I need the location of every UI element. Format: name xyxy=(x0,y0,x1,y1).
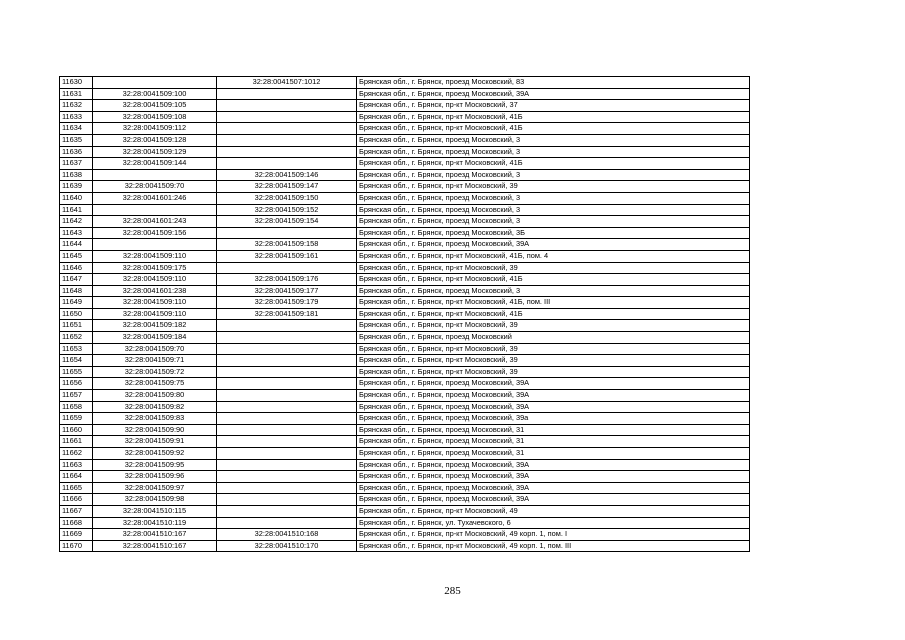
related-cadastral-number-cell xyxy=(217,436,357,448)
row-number-cell: 11653 xyxy=(60,343,93,355)
cadastral-number-cell: 32:28:0041509:82 xyxy=(93,401,217,413)
table-row xyxy=(60,227,750,239)
related-cadastral-number-cell: 32:28:0041509:181 xyxy=(217,308,357,320)
cadastral-number-cell: 32:28:0041509:108 xyxy=(93,111,217,123)
address-cell: Брянская обл., г. Брянск, пр-кт Московский, 41Б xyxy=(357,123,750,135)
row-number-cell: 11645 xyxy=(60,250,93,262)
address-cell: Брянская обл., г. Брянск, пр-кт Московский, 41Б, пом. III xyxy=(357,297,750,309)
related-cadastral-number-cell xyxy=(217,343,357,355)
address-cell: Брянская обл., г. Брянск, проезд Московский, 3 xyxy=(357,192,750,204)
related-cadastral-number-cell xyxy=(217,146,357,158)
row-number-cell: 11648 xyxy=(60,285,93,297)
row-number-cell: 11647 xyxy=(60,274,93,286)
address-cell: Брянская обл., г. Брянск, проезд Московский, 3 xyxy=(357,146,750,158)
cadastral-number-cell: 32:28:0041509:100 xyxy=(93,88,217,100)
address-cell: Брянская обл., г. Брянск, проезд Московский, 39А xyxy=(357,378,750,390)
cadastral-number-cell: 32:28:0041509:110 xyxy=(93,274,217,286)
row-number-cell: 11660 xyxy=(60,424,93,436)
cadastral-number-cell: 32:28:0041509:91 xyxy=(93,436,217,448)
cadastral-number-cell: 32:28:0041509:72 xyxy=(93,366,217,378)
row-number-cell: 11636 xyxy=(60,146,93,158)
address-cell: Брянская обл., г. Брянск, проезд Московский, 3 xyxy=(357,216,750,228)
row-number-cell: 11659 xyxy=(60,413,93,425)
table-row xyxy=(60,88,750,100)
address-cell: Брянская обл., г. Брянск, пр-кт Московский, 39 xyxy=(357,320,750,332)
related-cadastral-number-cell: 32:28:0041509:152 xyxy=(217,204,357,216)
address-cell: Брянская обл., г. Брянск, проезд Московский xyxy=(357,332,750,344)
cadastral-number-cell: 32:28:0041509:96 xyxy=(93,471,217,483)
cadastral-number-cell: 32:28:0041509:105 xyxy=(93,100,217,112)
address-cell: Брянская обл., г. Брянск, проезд Московский, 3 xyxy=(357,204,750,216)
address-cell: Брянская обл., г. Брянск, ул. Тухачевского, 6 xyxy=(357,517,750,529)
cadastral-number-cell: 32:28:0041509:70 xyxy=(93,343,217,355)
table-row xyxy=(60,250,750,262)
row-number-cell: 11639 xyxy=(60,181,93,193)
row-number-cell: 11638 xyxy=(60,169,93,181)
cadastral-number-cell: 32:28:0041601:246 xyxy=(93,192,217,204)
address-cell: Брянская обл., г. Брянск, пр-кт Московский, 49 xyxy=(357,505,750,517)
related-cadastral-number-cell xyxy=(217,482,357,494)
address-cell: Брянская обл., г. Брянск, пр-кт Московский, 37 xyxy=(357,100,750,112)
cadastral-number-cell: 32:28:0041509:83 xyxy=(93,413,217,425)
row-number-cell: 11658 xyxy=(60,401,93,413)
related-cadastral-number-cell xyxy=(217,262,357,274)
address-cell: Брянская обл., г. Брянск, проезд Московский, 39А xyxy=(357,482,750,494)
row-number-cell: 11642 xyxy=(60,216,93,228)
cadastral-number-cell: 32:28:0041509:156 xyxy=(93,227,217,239)
related-cadastral-number-cell xyxy=(217,390,357,402)
related-cadastral-number-cell: 32:28:0041509:146 xyxy=(217,169,357,181)
cadastral-number-cell: 32:28:0041510:115 xyxy=(93,505,217,517)
table-row xyxy=(60,308,750,320)
cadastral-number-cell: 32:28:0041509:75 xyxy=(93,378,217,390)
cadastral-number-cell: 32:28:0041509:90 xyxy=(93,424,217,436)
cadastral-number-cell xyxy=(93,204,217,216)
table-row xyxy=(60,424,750,436)
related-cadastral-number-cell xyxy=(217,424,357,436)
table-row xyxy=(60,216,750,228)
row-number-cell: 11631 xyxy=(60,88,93,100)
row-number-cell: 11657 xyxy=(60,390,93,402)
table-row xyxy=(60,494,750,506)
row-number-cell: 11650 xyxy=(60,308,93,320)
row-number-cell: 11646 xyxy=(60,262,93,274)
related-cadastral-number-cell xyxy=(217,332,357,344)
cadastral-number-cell: 32:28:0041509:110 xyxy=(93,297,217,309)
table-row xyxy=(60,285,750,297)
table-row xyxy=(60,158,750,170)
address-cell: Брянская обл., г. Брянск, проезд Московский, 39а xyxy=(357,413,750,425)
row-number-cell: 11637 xyxy=(60,158,93,170)
row-number-cell: 11665 xyxy=(60,482,93,494)
related-cadastral-number-cell xyxy=(217,471,357,483)
table-row xyxy=(60,274,750,286)
table-row xyxy=(60,332,750,344)
related-cadastral-number-cell xyxy=(217,123,357,135)
page-number: 285 xyxy=(444,585,461,597)
table-row xyxy=(60,343,750,355)
table-row xyxy=(60,366,750,378)
address-cell: Брянская обл., г. Брянск, проезд Московский, 39А xyxy=(357,401,750,413)
table-row xyxy=(60,192,750,204)
related-cadastral-number-cell xyxy=(217,459,357,471)
cadastral-number-cell xyxy=(93,169,217,181)
row-number-cell: 11640 xyxy=(60,192,93,204)
address-cell: Брянская обл., г. Брянск, пр-кт Московский, 41Б xyxy=(357,158,750,170)
cadastral-number-cell: 32:28:0041510:119 xyxy=(93,517,217,529)
address-cell: Брянская обл., г. Брянск, пр-кт Московский, 39 xyxy=(357,181,750,193)
address-cell: Брянская обл., г. Брянск, проезд Московский, 31 xyxy=(357,424,750,436)
address-cell: Брянская обл., г. Брянск, пр-кт Московский, 41Б xyxy=(357,274,750,286)
address-cell: Брянская обл., г. Брянск, проезд Московский, 31 xyxy=(357,436,750,448)
row-number-cell: 11649 xyxy=(60,297,93,309)
address-cell: Брянская обл., г. Брянск, проезд Московский, 39А xyxy=(357,471,750,483)
address-cell: Брянская обл., г. Брянск, пр-кт Московский, 49 корп. 1, пом. I xyxy=(357,529,750,541)
related-cadastral-number-cell xyxy=(217,366,357,378)
table-row xyxy=(60,401,750,413)
table-row xyxy=(60,134,750,146)
related-cadastral-number-cell xyxy=(217,494,357,506)
address-cell: Брянская обл., г. Брянск, проезд Московский, 3 xyxy=(357,169,750,181)
row-number-cell: 11633 xyxy=(60,111,93,123)
address-cell: Брянская обл., г. Брянск, проезд Московский, 31 xyxy=(357,448,750,460)
table-row xyxy=(60,320,750,332)
address-cell: Брянская обл., г. Брянск, пр-кт Московский, 39 xyxy=(357,343,750,355)
cadastral-number-cell: 32:28:0041509:128 xyxy=(93,134,217,146)
related-cadastral-number-cell: 32:28:0041509:179 xyxy=(217,297,357,309)
row-number-cell: 11652 xyxy=(60,332,93,344)
table-row xyxy=(60,77,750,89)
row-number-cell: 11661 xyxy=(60,436,93,448)
table-row xyxy=(60,204,750,216)
table-row xyxy=(60,181,750,193)
table-row xyxy=(60,100,750,112)
cadastral-number-cell: 32:28:0041601:243 xyxy=(93,216,217,228)
related-cadastral-number-cell xyxy=(217,378,357,390)
table-row xyxy=(60,471,750,483)
table-row xyxy=(60,239,750,251)
related-cadastral-number-cell xyxy=(217,355,357,367)
cadastral-number-cell: 32:28:0041509:80 xyxy=(93,390,217,402)
related-cadastral-number-cell: 32:28:0041510:170 xyxy=(217,540,357,552)
row-number-cell: 11662 xyxy=(60,448,93,460)
address-cell: Брянская обл., г. Брянск, пр-кт Московский, 41Б xyxy=(357,111,750,123)
related-cadastral-number-cell xyxy=(217,413,357,425)
table-row xyxy=(60,529,750,541)
related-cadastral-number-cell: 32:28:0041509:158 xyxy=(217,239,357,251)
row-number-cell: 11669 xyxy=(60,529,93,541)
address-cell: Брянская обл., г. Брянск, пр-кт Московский, 39 xyxy=(357,355,750,367)
cadastral-number-cell: 32:28:0041509:175 xyxy=(93,262,217,274)
address-cell: Брянская обл., г. Брянск, проезд Московский, 3 xyxy=(357,285,750,297)
cadastral-number-cell: 32:28:0041509:70 xyxy=(93,181,217,193)
cadastral-number-cell: 32:28:0041601:238 xyxy=(93,285,217,297)
row-number-cell: 11656 xyxy=(60,378,93,390)
related-cadastral-number-cell: 32:28:0041509:177 xyxy=(217,285,357,297)
related-cadastral-number-cell xyxy=(217,134,357,146)
row-number-cell: 11641 xyxy=(60,204,93,216)
table-row xyxy=(60,123,750,135)
row-number-cell: 11654 xyxy=(60,355,93,367)
table-row xyxy=(60,436,750,448)
table-row xyxy=(60,413,750,425)
row-number-cell: 11634 xyxy=(60,123,93,135)
address-cell: Брянская обл., г. Брянск, пр-кт Московский, 41Б xyxy=(357,308,750,320)
address-cell: Брянская обл., г. Брянск, пр-кт Московский, 39 xyxy=(357,262,750,274)
row-number-cell: 11643 xyxy=(60,227,93,239)
related-cadastral-number-cell: 32:28:0041509:161 xyxy=(217,250,357,262)
address-cell: Брянская обл., г. Брянск, пр-кт Московский, 49 корп. 1, пом. III xyxy=(357,540,750,552)
registry-table-body xyxy=(60,77,750,552)
address-cell: Брянская обл., г. Брянск, проезд Московский, 39А xyxy=(357,390,750,402)
related-cadastral-number-cell xyxy=(217,401,357,413)
cadastral-number-cell: 32:28:0041509:144 xyxy=(93,158,217,170)
related-cadastral-number-cell: 32:28:0041507:1012 xyxy=(217,77,357,89)
row-number-cell: 11667 xyxy=(60,505,93,517)
row-number-cell: 11668 xyxy=(60,517,93,529)
address-cell: Брянская обл., г. Брянск, пр-кт Московский, 41Б, пом. 4 xyxy=(357,250,750,262)
cadastral-number-cell xyxy=(93,77,217,89)
cadastral-number-cell: 32:28:0041509:184 xyxy=(93,332,217,344)
cadastral-number-cell: 32:28:0041509:95 xyxy=(93,459,217,471)
table-row xyxy=(60,297,750,309)
related-cadastral-number-cell: 32:28:0041509:154 xyxy=(217,216,357,228)
related-cadastral-number-cell: 32:28:0041509:147 xyxy=(217,181,357,193)
cadastral-number-cell: 32:28:0041509:110 xyxy=(93,250,217,262)
cadastral-number-cell: 32:28:0041510:167 xyxy=(93,540,217,552)
cadastral-number-cell: 32:28:0041509:182 xyxy=(93,320,217,332)
row-number-cell: 11644 xyxy=(60,239,93,251)
related-cadastral-number-cell: 32:28:0041509:150 xyxy=(217,192,357,204)
table-row xyxy=(60,355,750,367)
row-number-cell: 11632 xyxy=(60,100,93,112)
cadastral-number-cell: 32:28:0041509:92 xyxy=(93,448,217,460)
address-cell: Брянская обл., г. Брянск, проезд Московский, 3 xyxy=(357,134,750,146)
table-row xyxy=(60,540,750,552)
cadastral-number-cell: 32:28:0041509:98 xyxy=(93,494,217,506)
address-cell: Брянская обл., г. Брянск, проезд Московский, 39А xyxy=(357,239,750,251)
table-row xyxy=(60,482,750,494)
row-number-cell: 11655 xyxy=(60,366,93,378)
table-row xyxy=(60,459,750,471)
address-cell: Брянская обл., г. Брянск, проезд Московский, 39А xyxy=(357,494,750,506)
table-row xyxy=(60,448,750,460)
address-cell: Брянская обл., г. Брянск, проезд Московский, 83 xyxy=(357,77,750,89)
address-cell: Брянская обл., г. Брянск, пр-кт Московский, 39 xyxy=(357,366,750,378)
row-number-cell: 11635 xyxy=(60,134,93,146)
table-row xyxy=(60,169,750,181)
table-row xyxy=(60,378,750,390)
cadastral-number-cell: 32:28:0041509:129 xyxy=(93,146,217,158)
row-number-cell: 11670 xyxy=(60,540,93,552)
related-cadastral-number-cell xyxy=(217,88,357,100)
row-number-cell: 11666 xyxy=(60,494,93,506)
cadastral-number-cell: 32:28:0041509:71 xyxy=(93,355,217,367)
row-number-cell: 11664 xyxy=(60,471,93,483)
related-cadastral-number-cell xyxy=(217,448,357,460)
cadastral-number-cell: 32:28:0041510:167 xyxy=(93,529,217,541)
table-row xyxy=(60,262,750,274)
related-cadastral-number-cell: 32:28:0041509:176 xyxy=(217,274,357,286)
cadastral-number-cell xyxy=(93,239,217,251)
table-row xyxy=(60,517,750,529)
address-cell: Брянская обл., г. Брянск, проезд Московский, 39А xyxy=(357,459,750,471)
related-cadastral-number-cell xyxy=(217,320,357,332)
address-cell: Брянская обл., г. Брянск, проезд Московский, 39А xyxy=(357,88,750,100)
property-registry-table xyxy=(59,76,750,552)
table-row xyxy=(60,146,750,158)
related-cadastral-number-cell xyxy=(217,100,357,112)
cadastral-number-cell: 32:28:0041509:112 xyxy=(93,123,217,135)
cadastral-number-cell: 32:28:0041509:97 xyxy=(93,482,217,494)
table-row xyxy=(60,505,750,517)
row-number-cell: 11663 xyxy=(60,459,93,471)
row-number-cell: 11630 xyxy=(60,77,93,89)
cadastral-number-cell: 32:28:0041509:110 xyxy=(93,308,217,320)
related-cadastral-number-cell xyxy=(217,505,357,517)
table-row xyxy=(60,111,750,123)
related-cadastral-number-cell xyxy=(217,111,357,123)
related-cadastral-number-cell: 32:28:0041510:168 xyxy=(217,529,357,541)
related-cadastral-number-cell xyxy=(217,227,357,239)
table-row xyxy=(60,390,750,402)
related-cadastral-number-cell xyxy=(217,158,357,170)
related-cadastral-number-cell xyxy=(217,517,357,529)
address-cell: Брянская обл., г. Брянск, проезд Московский, 3Б xyxy=(357,227,750,239)
row-number-cell: 11651 xyxy=(60,320,93,332)
